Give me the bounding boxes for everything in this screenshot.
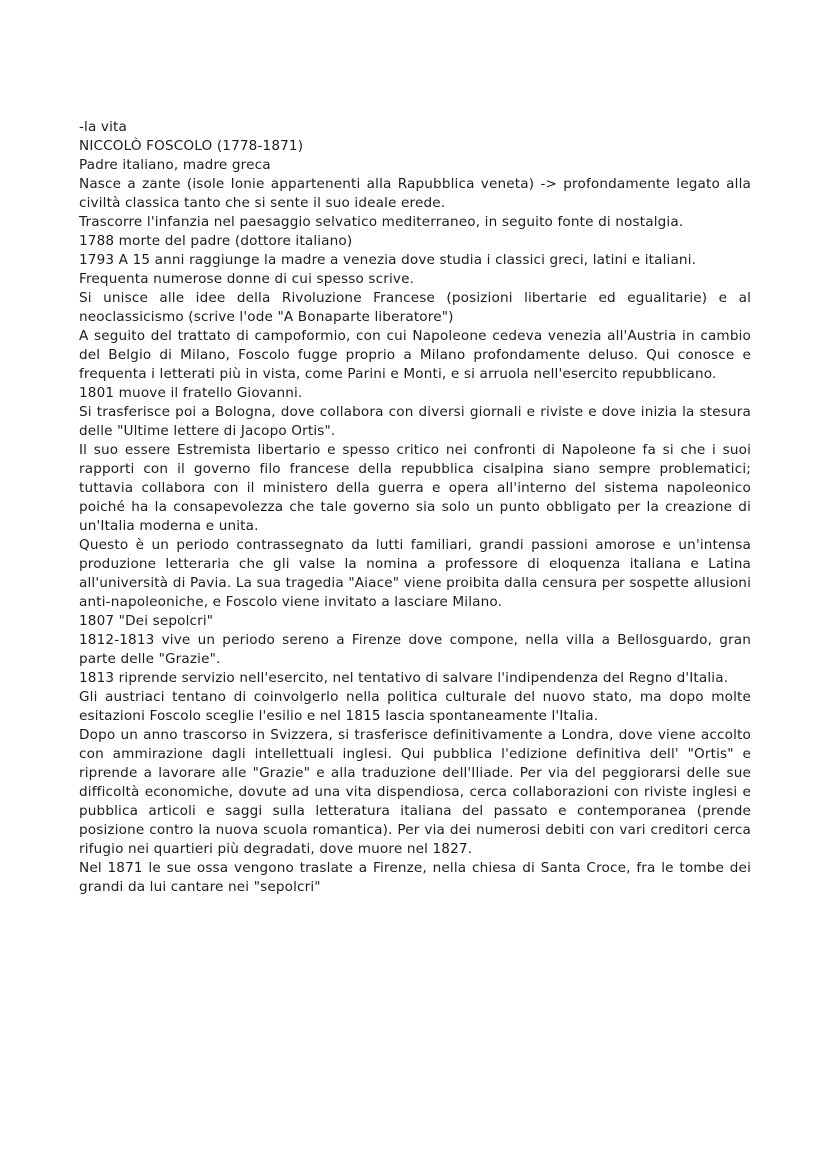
- document-page: [79, 118, 751, 897]
- paragraph-1788: 1788 morte del padre (dottore italiano): [79, 233, 353, 249]
- parents-line: Padre italiano, madre greca: [79, 157, 271, 173]
- paragraph-women: Frequenta numerose donne di cui spesso scrive.: [79, 271, 415, 287]
- paragraph-londra: Dopo un anno trascorso in Svizzera, si trasferisce definitivamente a Londra, dove viene accolto con ammirazione dagli intellettuali inglesi. Qui pubblica l'edizione definitiva dell' "Ortis" e riprende a lavorare alle "Grazie" e alla traduzione dell'Iliade. Per via del peggiorarsi delle sue difficoltà economiche, dovute ad una vita dispendiosa, cerca collaborazioni con riviste inglesi e pubblica articoli e saggi sulla letteratura italiana del passato e contemporanea (prende posizione contro la nuova scuola romantica). Per via dei numerosi debiti con vari creditori cerca rifugio nei quartieri più degradati, dove muore nel 1827.: [79, 727, 751, 857]
- paragraph-1813: 1813 riprende servizio nell'esercito, nel tentativo di salvare l'indipendenza del Regno d'Italia.: [79, 670, 729, 686]
- section-heading: -la vita: [79, 119, 128, 135]
- paragraph-campoformio: A seguito del trattato di campoformio, con cui Napoleone cedeva venezia all'Austria in cambio del Belgio di Milano, Foscolo fugge proprio a Milano profondamente deluso. Qui conosce e frequenta i letterati più in vista, come Parini e Monti, e si arruola nell'esercito repubblicano.: [79, 328, 751, 382]
- author-title: NICCOLÒ FOSCOLO (1778-1871): [79, 138, 304, 154]
- paragraph-bologna: Si trasferisce poi a Bologna, dove collabora con diversi giornali e riviste e dove inizia la stesura delle "Ultime lettere di Jacopo Ortis".: [79, 404, 751, 439]
- paragraph-esilio: Gli austriaci tentano di coinvolgerlo nella politica culturale del nuovo stato, ma dopo molte esitazioni Foscolo sceglie l'esilio e nel 1815 lascia spontaneamente l'Italia.: [79, 689, 751, 724]
- paragraph-1801: 1801 muove il fratello Giovanni.: [79, 385, 303, 401]
- paragraph-birth: Nasce a zante (isole Ionie appartenenti alla Rapubblica veneta) -> profondamente legato alla civiltà classica tanto che si sente il suo ideale erede.: [79, 176, 751, 211]
- paragraph-1807: 1807 "Dei sepolcri": [79, 613, 214, 629]
- paragraph-pavia: Questo è un periodo contrassegnato da lutti familiari, grandi passioni amorose e un'intensa produzione letteraria che gli valse la nomina a professore di eloquenza italiana e Latina all'università di Pavia. La sua tragedia "Aiace" viene proibita dalla censura per sospette allusioni anti-napoleoniche, e Foscolo viene invitato a lasciare Milano.: [79, 537, 751, 610]
- paragraph-1871: Nel 1871 le sue ossa vengono traslate a Firenze, nella chiesa di Santa Croce, fra le tombe dei grandi da lui cantare nei "sepolcri": [79, 860, 751, 895]
- paragraph-1793: 1793 A 15 anni raggiunge la madre a venezia dove studia i classici greci, latini e italiani.: [79, 252, 697, 268]
- paragraph-revolution: Si unisce alle idee della Rivoluzione Francese (posizioni libertarie ed egualitarie) e al neoclassicismo (scrive l'ode "A Bonaparte liberatore"): [79, 290, 751, 325]
- paragraph-firenze: 1812-1813 vive un periodo sereno a Firenze dove compone, nella villa a Bellosguardo, gran parte delle "Grazie".: [79, 632, 751, 667]
- paragraph-childhood: Trascorre l'infanzia nel paesaggio selvatico mediterraneo, in seguito fonte di nostalgia.: [79, 214, 684, 230]
- paragraph-napoleone: Il suo essere Estremista libertario e spesso critico nei confronti di Napoleone fa si che i suoi rapporti con il governo filo francese della repubblica cisalpina siano sempre problematici; tuttavia collabora con il ministero della guerra e opera all'interno del sistema napoleonico poiché ha la consapevolezza che tale governo sia solo un punto obbligato per la creazione di un'Italia moderna e unita.: [79, 442, 751, 534]
